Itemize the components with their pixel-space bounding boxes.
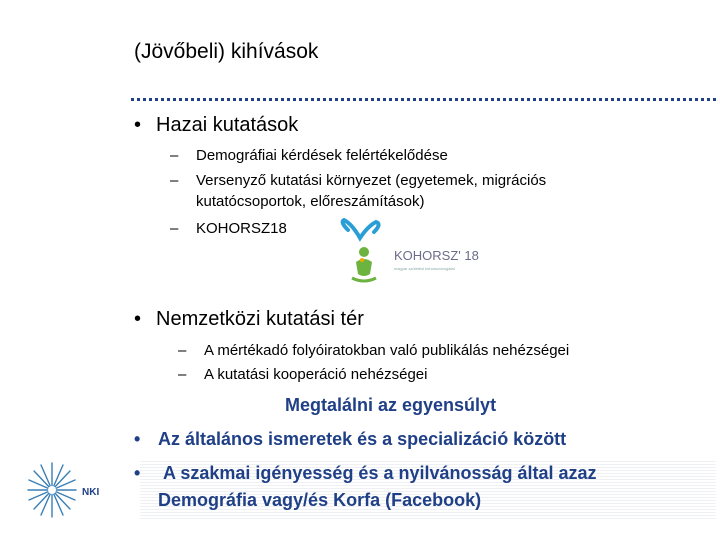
egyensuly-item-continuation: Demográfia vagy/és Korfa (Facebook) [158, 490, 482, 510]
bullet-dot: • [134, 114, 142, 136]
bullet-nemzetkozi-label: Nemzetközi kutatási tér [156, 308, 364, 330]
sub-item: – A mértékadó folyóiratokban való publikálás nehézségei [178, 342, 570, 359]
sub-item-continuation: kutatócsoportok, előreszámítások) [196, 193, 425, 210]
bullet-hazai-label: Hazai kutatások [156, 114, 299, 136]
sub-item: – KOHORSZ18 [170, 220, 287, 237]
svg-text:NKI: NKI [82, 487, 100, 498]
sub-item: – Versenyző kutatási környezet (egyetemek, migrációs [170, 172, 547, 189]
nki-logo [20, 455, 105, 525]
bullet-hazai [134, 114, 298, 137]
title-divider [131, 98, 716, 101]
egyensuly-item: • A szakmai igényesség és a nyilvánosság által azaz [134, 463, 597, 483]
kohorsz-logo [330, 218, 490, 288]
egyensuly-heading: Megtalálni az egyensúlyt [285, 395, 497, 415]
svg-text:magyar születési kohorszvizsgá: magyar születési kohorszvizsgálat [394, 266, 455, 271]
bullet-nemzetkozi [134, 308, 364, 331]
svg-text:KOHORSZ' 18: KOHORSZ' 18 [394, 248, 479, 263]
bullet-dot: • [134, 308, 142, 330]
sub-item: – Demográfiai kérdések felértékelődése [170, 147, 448, 164]
sub-item: – A kutatási kooperáció nehézségei [178, 366, 428, 383]
slide-title: (Jövőbeli) kihívások [134, 40, 319, 63]
egyensuly-item: • Az általános ismeretek és a specializáció között [134, 429, 567, 449]
